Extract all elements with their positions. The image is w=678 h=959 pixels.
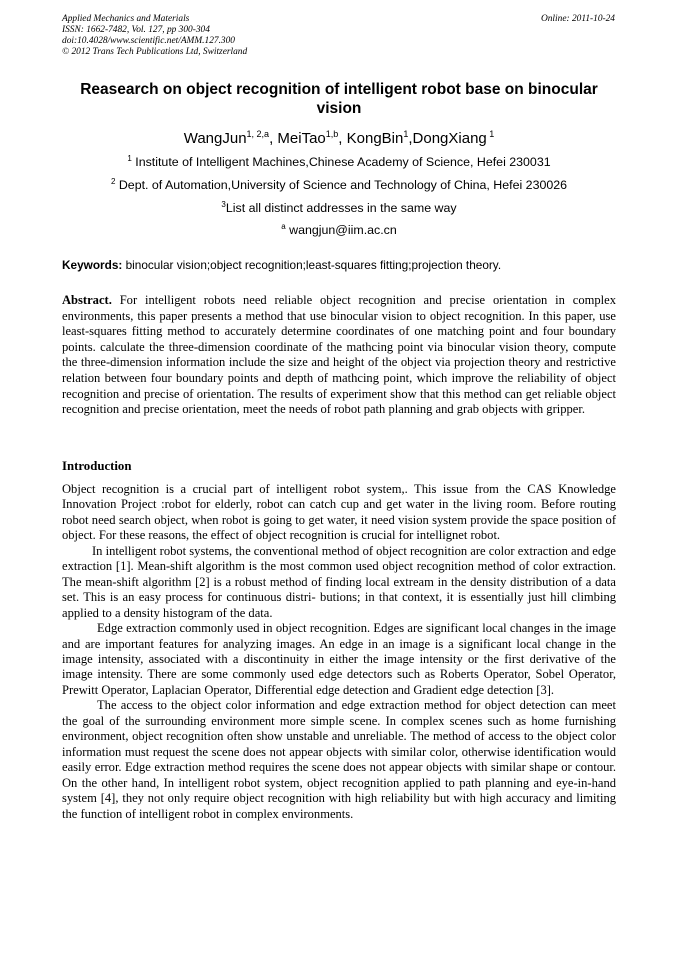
journal-issn: ISSN: 1662-7482, Vol. 127, pp 300-304 — [62, 25, 210, 35]
affiliation-line — [62, 178, 616, 193]
author-affiliation-mark: 1 — [486, 129, 495, 139]
journal-doi: doi:10.4028/www.scientific.net/AMM.127.300 — [62, 36, 235, 46]
author-affiliation-mark: 1, 2,a — [246, 129, 270, 139]
introduction-body — [62, 482, 616, 822]
affiliation-text: Dept. of Automation,University of Science and Technology of China, Hefei 230026 — [115, 178, 568, 192]
author-list — [62, 129, 616, 149]
affiliation-mark: 1 — [127, 154, 132, 163]
author-separator: , — [408, 130, 413, 147]
author-affiliation-mark: 1,b — [325, 129, 339, 139]
email-text: wangjun@iim.ac.cn — [285, 223, 397, 237]
paragraph: In intelligent robot systems, the conventional method of object recognition are color extraction and edge extraction [1]. Mean-shift algorithm is the most common used object recognition method of color extraction. The mean-shift algorithm [2] is a robust method of finding local extream in the density distribution of a data set. This is an easy process for continuous distri- butions; in that context, it is essentially just hill climbing applied to a density histogram of the data. — [62, 543, 616, 620]
author-name: WangJun — [183, 130, 247, 147]
affiliation-mark: a — [281, 222, 286, 231]
paper-title: Reasearch on object recognition of intelligent robot base on binocular vision — [80, 81, 598, 117]
affiliation-mark: 2 — [110, 177, 116, 186]
author-name: DongXiang — [412, 130, 487, 147]
author-affiliation-mark: 1 — [403, 129, 409, 139]
keywords — [62, 258, 616, 273]
journal-copyright: © 2012 Trans Tech Publications Ltd, Switzerland — [62, 47, 248, 57]
affiliation-mark: 3 — [221, 200, 226, 209]
author-separator: , — [269, 130, 278, 147]
section-heading: Introduction — [62, 459, 132, 473]
affiliation-text: List all distinct addresses in the same way — [225, 201, 457, 215]
affiliation-line — [62, 155, 616, 170]
author-name: KongBin — [346, 130, 404, 147]
journal-name: Applied Mechanics and Materials — [62, 14, 190, 24]
author-email — [62, 223, 616, 238]
affiliation-line — [62, 201, 616, 216]
paragraph: The access to the object color information and edge extraction method for object detection can meet the goal of the surrounding environment more simple scene. In complex scenes such as home furnishing environment, object recognition often show unstable and unreliable. The method of access to the object color information must request the scene does not appear objects with similar color, otherwise identification would easily error. Edge extraction method requires the scene does not appear objects with similar shape or contour. On the other hand, In intelligent robot system, object recognition applied to path planning and eye-in-hand system [4], they not only require object recognition with high reliability but with high accuracy and limiting the function of intelligent robot in complex environments. — [62, 698, 616, 821]
abstract-label: Abstract. — [62, 293, 112, 307]
affiliation-text: Institute of Intelligent Machines,Chinese Academy of Science, Hefei 230031 — [131, 155, 551, 169]
paragraph: Edge extraction commonly used in object recognition. Edges are significant local changes in the image and are important features for analyzing images. An edge in an image is a significant local change in the image intensity, associated with a discontinuity in either the image intensity or the first derivative of the image intensity. There are some commonly used edge detectors such as Roberts Operator, Sobel Operator, Prewitt Operator, Laplacian Operator, Differential edge detection and Gradient edge detection [3]. — [62, 621, 616, 697]
paragraph: Object recognition is a crucial part of intelligent robot system,. This issue from the CAS Knowledge Innovation Project :robot for elderly, robot can catch cup and get water in the living room. Before routing robot need search object, when robot is going to get water, it need vision system provide the space position of object. For these reasons, the effect of object recognition is crucial for intellignet robot. — [62, 482, 616, 543]
journal-header — [62, 14, 247, 58]
author-name: MeiTao — [277, 130, 326, 147]
abstract — [62, 293, 616, 418]
abstract-text: For intelligent robots need reliable object recognition and precise orientation in complex environments, this paper presents a method that use binocular vision to object recognition. In this paper, use least-squares fitting method to accurately determine coordinates of one matching point and four boundary points. calculate the three-dimension coordinate of the mathcing point via binocular vision theory, compute the three-dimension information include the size and height of the object via projection theory and restrictive relation between four boundary points and depth of mathcing point, which improve the reliability of object recognition and precise of orientation. The results of experiment show that this method can get reliable object recognition and precise orientation, meet the needs of robot path planning and grab objects with gripper. — [62, 293, 616, 417]
keywords-label: Keywords: — [62, 258, 123, 272]
author-separator: , — [338, 130, 347, 147]
online-date: Online: 2011-10-24 — [540, 14, 615, 24]
keywords-text: binocular vision;object recognition;least-squares fitting;projection theory. — [122, 258, 502, 272]
